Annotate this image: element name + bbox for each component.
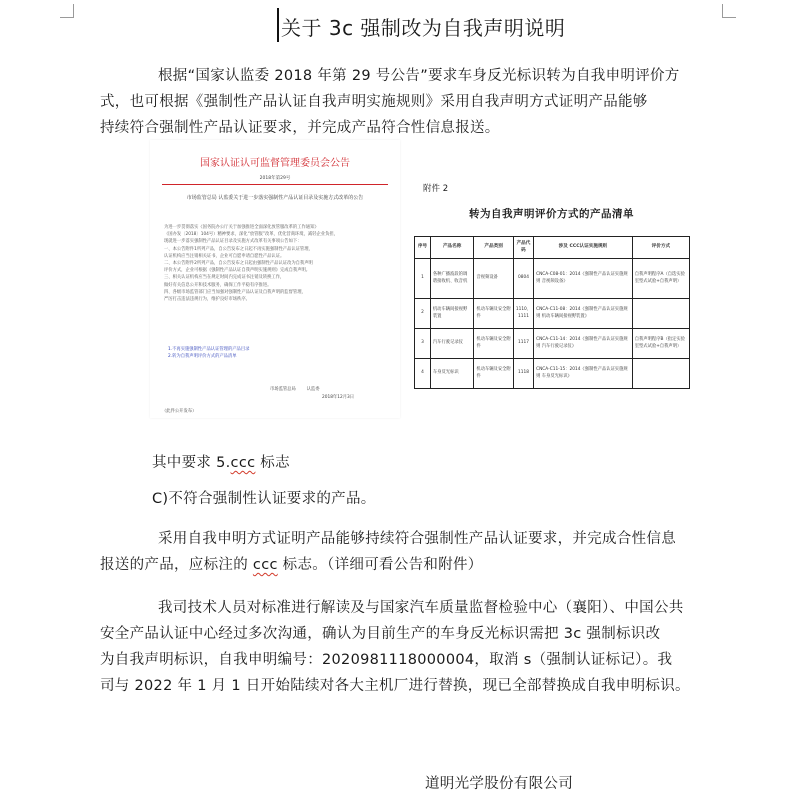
table-cell: 2 [415,299,431,329]
announcement-attachment-links [168,346,249,360]
table-cell: 机动车辆及安全附件 [474,299,513,329]
table-row [415,259,690,299]
table-cell: 机动车辆间接视野装置 [430,299,473,329]
announcement-body [164,224,386,303]
announcement-body-line: 严厉打击违法违规行为，维护良好市场秩序。 [164,297,250,303]
attachment-link-2[interactable]: 2.转为自我声明评价方式的产品清单 [168,354,237,359]
announcement-body-line: 评价方式，企业可根据《强制性产品认证自我声明实施规则》完成自我声明。 [164,268,311,274]
attachment-label: 附件 2 [423,184,449,194]
table-cell: 机动车辆及安全附件 [474,359,513,389]
table-cell: CNCA-C11-15：2014《强制性产品认证实施规则 车身反光标识》 [534,359,633,389]
intro-line-1: 根据“国家认监委 2018 年第 29 号公告”要求车身反光标识转为自我申明评价方 [158,68,680,84]
paragraph-line-3: 为自我声明标识，自我申明编号：2020981118000004，取消 s（强制认证标记）。我 [100,652,673,668]
announcement-body-line: 为进一步贯彻落实《国务院办公厅关于加强推进全面深化放管服改革的工作通知》 [164,225,319,230]
table-cell: 1110、1111 [513,299,533,329]
table-cell: 自我声明程序B（指定实验室型式试验+自我声明） [632,329,689,359]
clause-c-line[interactable]: C)不符合强制性认证要求的产品。 [152,491,376,507]
page-crop-mark-left [60,4,74,18]
document-title[interactable]: 关于 3c 强制改为自我声明说明 [281,16,566,40]
table-cell: 1117 [513,329,533,359]
table-cell: 1 [415,259,431,299]
paragraph-line-4: 司与 2022 年 1 月 1 日开始陆续对各大主机厂进行替换，现已全部替换成自我申明标识。 [100,678,690,694]
table-cell: 音视频设备 [474,259,513,299]
table-cell: 机动车辆及安全附件 [474,329,513,359]
announcement-body-line: 做好有关信息公开和技术服务，确保工作平稳有序推进。 [164,282,272,288]
intro-line-3: 持续符合强制性产品认证要求，并完成产品符合性信息报送。 [100,120,500,136]
table-cell: 汽车行驶记录仪 [430,329,473,359]
announcement-footer: （此件公开发布） [162,409,197,414]
table-cell: CNCA-C11-08：2014《强制性产品认证实施规则 机动车辆间接视野装置》 [534,299,633,329]
company-signature[interactable]: 道明光学股份有限公司 [425,776,573,792]
column-header: 评价方式 [632,237,689,259]
announcement-header: 国家认证认可监督管理委员会公告 [200,158,350,169]
announcement-body-line: （国办发〔2018〕104号）精神要求，深化“放管服”改革，优化营商环境，减轻企业负担， [164,232,338,238]
attachment-link-1[interactable]: 1.不再实施强制性产品认证管理的产品目录 [168,347,250,352]
announcement-body-line: 一、本公告附件1所列产品，自公告发布之日起不再实施强制性产品认证管理， [164,246,313,252]
announcement-red-rule [162,184,388,185]
self-declaration-paragraph[interactable] [100,526,676,578]
requirement-text-end: 标志 [255,455,290,471]
table-cell: 自我声明程序A（自选实验室型式试验+自我声明） [632,259,689,299]
column-header: 产品类别 [474,237,513,259]
column-header: 涉及 CCC认证实施规则 [534,237,633,259]
table-cell [632,299,689,329]
paragraph-line-2: 报送的产品，应标注的 ccc 标志。（详细可看公告和附件） [100,557,483,573]
text-cursor [277,8,279,42]
table-header-row [415,237,690,259]
spellcheck-underlined-word: ccc [252,557,278,573]
requirement-line[interactable] [152,450,290,476]
paragraph-line-1: 我司技术人员对标准进行解读及与国家汽车质量监督检验中心（襄阳）、中国公共 [158,600,684,616]
product-list-table [414,236,690,389]
announcement-body-line: 二、本公告附件2所列产品，自公告发布之日起由强制性产品认证改为自我声明 [164,261,313,267]
table-row [415,359,690,389]
page-crop-mark-right [722,4,736,18]
column-header: 序号 [415,237,431,259]
spellcheck-underlined-word: ccc [230,455,256,471]
intro-line-2: 式，也可根据《强制性产品认证自我声明实施规则》采用自我声明方式证明产品能够 [100,94,648,110]
table-cell: 0804 [513,259,533,299]
announcement-body-line: 三、相关认证机构应当在规定时间内完成证书注销及转换工作， [164,275,285,281]
company-statement-paragraph[interactable] [100,595,690,699]
requirement-text: 其中要求 5. [152,455,231,471]
table-cell: 各种广播波段的调谐接收机、收音机 [430,259,473,299]
paragraph-line-2: 安全产品认证中心经过多次沟通，确认为目前生产的车身反光标识需把 3c 强制标识改 [100,626,661,642]
announcement-body-line: 四、各级市场监管部门应当加强对强制性产品认证及自我声明的监督管理， [164,289,306,295]
column-header: 产品名称 [430,237,473,259]
announcement-sign-org: 市场监管总局 认监委 [270,387,320,392]
table-cell: 车身反光标识 [430,359,473,389]
announcement-body-line: 认证机构应当注销相关证书，企业可自愿申请自愿性产品认证。 [164,253,285,259]
column-header: 产品代码 [513,237,533,259]
attachment-image[interactable] [405,178,698,410]
announcement-number: 2018年第29号 [259,176,291,181]
announcement-signature [270,386,354,402]
announcement-body-line: 现就进一步落实强制性产品认证目录及实施方式改革有关事项公告如下： [164,239,302,245]
announcement-subtitle: 市场监管总局 认监委关于进一步落实强制性产品认证目录及实施方式改革的公告 [186,195,364,201]
table-cell [632,359,689,389]
attachment-title: 转为自我声明评价方式的产品清单 [469,208,634,220]
table-row [415,299,690,329]
paragraph-line-1: 采用自我申明方式证明产品能够持续符合强制性产品认证要求，并完成合性信息 [158,531,676,547]
announcement-sign-date: 2018年12月3日 [322,395,355,400]
table-cell: CNCA-C08-01：2014《强制性产品认证实施规则 音视频设备》 [534,259,633,299]
intro-paragraph[interactable] [100,63,680,141]
table-cell: 3 [415,329,431,359]
table-cell: 1118 [513,359,533,389]
table-cell: CNCA-C11-14：2014《强制性产品认证实施规则 汽车行驶记录仪》 [534,329,633,359]
table-row [415,329,690,359]
table-cell: 4 [415,359,431,389]
announcement-image[interactable] [150,140,400,418]
